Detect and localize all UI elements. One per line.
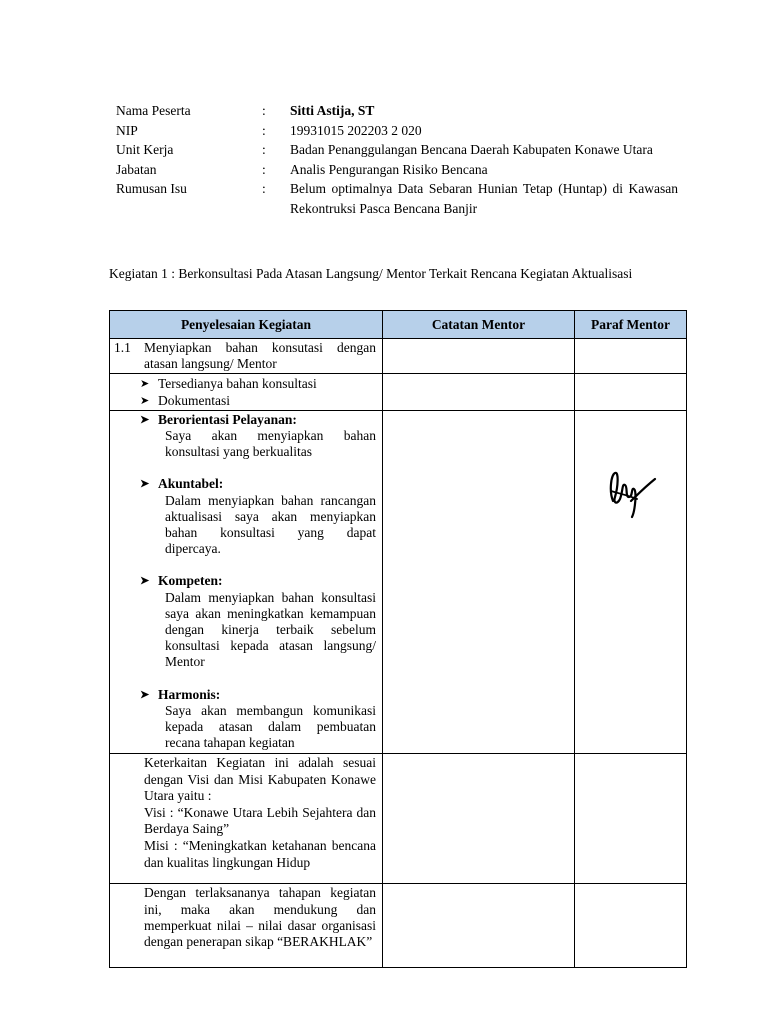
mentor-note-cell	[383, 339, 575, 374]
arrow-bullet-icon: ➤	[140, 413, 150, 426]
list-item	[140, 376, 378, 392]
info-label: Rumusan Isu	[116, 181, 187, 196]
step-text: Menyiapkan bahan konsutasi dengan atasan langsung/ Mentor	[144, 340, 376, 372]
relevance-visi: Visi : “Konawe Utara Lebih Sejahtera dan Berdaya Saing”	[144, 805, 376, 837]
arrow-bullet-icon: ➤	[140, 378, 150, 391]
activity-table	[109, 310, 687, 968]
info-row-nama	[116, 101, 678, 121]
contribution-cell	[110, 884, 383, 968]
relevance-cell	[110, 754, 383, 884]
relevance-intro: Keterkaitan Kegiatan ini adalah sesuai dengan Visi dan Misi Kabupaten Konawe Utara yaitu :	[144, 755, 376, 803]
table-row-relevance	[110, 754, 687, 884]
value-title: ➤ Kompeten:	[140, 573, 223, 589]
header-paraf: Paraf Mentor	[575, 311, 687, 339]
header-penyelesaian: Penyelesaian Kegiatan	[110, 311, 383, 339]
mentor-sign-cell	[575, 884, 687, 968]
participant-info	[116, 101, 678, 218]
arrow-bullet-icon: ➤	[140, 575, 150, 588]
step-cell	[110, 339, 383, 374]
value-desc: Saya akan membangun komunikasi kepada atasan dalam pembuatan recana tahapan kegiatan	[165, 702, 376, 751]
output-text: Dokumentasi	[158, 392, 230, 408]
info-separator: :	[262, 103, 266, 118]
value-desc: Dalam menyiapkan bahan konsultasi saya akan meningkatkan kemampuan dengan kinerja terbaik sebelum konsultasi kepada atasan langsung/ Mentor	[165, 589, 376, 670]
signature-icon	[605, 461, 657, 519]
table-row-outputs	[110, 374, 687, 410]
arrow-bullet-icon: ➤	[140, 478, 150, 491]
info-value-nip: 19931015 202203 2 020	[290, 122, 422, 138]
output-text: Tersedianya bahan konsultasi	[158, 376, 317, 392]
info-value-jabatan: Analis Pengurangan Risiko Bencana	[290, 161, 488, 177]
info-label: Jabatan	[116, 161, 157, 177]
contribution-text: Dengan terlaksananya tahapan kegiatan ini, maka akan mendukung dan memperkuat nilai – nilai dasar organisasi dengan penerapan sikap “BERAKHLAK”	[144, 885, 376, 950]
outputs-cell	[110, 374, 383, 410]
arrow-bullet-icon: ➤	[140, 688, 150, 701]
mentor-sign-cell	[575, 754, 687, 884]
table-row-contribution	[110, 884, 687, 968]
info-separator: :	[262, 122, 266, 138]
values-cell	[110, 410, 383, 754]
mentor-note-cell	[383, 884, 575, 968]
info-label: NIP	[116, 122, 138, 138]
mentor-sign-cell	[575, 339, 687, 374]
mentor-sign-cell	[575, 374, 687, 410]
info-row-nip	[116, 121, 678, 141]
value-title: ➤ Berorientasi Pelayanan:	[140, 411, 297, 427]
info-separator: :	[262, 181, 266, 196]
mentor-note-cell	[383, 754, 575, 884]
value-desc: Saya akan menyiapkan bahan konsultasi yang berkualitas	[165, 428, 376, 460]
info-value-isu: Belum optimalnya Data Sebaran Hunian Tetap (Huntap) di Kawasan Rekontruksi Pasca Bencana Banjir	[290, 181, 678, 216]
info-row-unit	[116, 140, 678, 160]
info-row-isu	[116, 179, 678, 218]
mentor-sign-cell	[575, 410, 687, 754]
info-value-unit: Badan Penanggulangan Bencana Daerah Kabupaten Konawe Utara	[290, 142, 653, 157]
header-catatan: Catatan Mentor	[383, 311, 575, 339]
step-number: 1.1	[114, 340, 131, 355]
info-label: Nama Peserta	[116, 103, 191, 118]
relevance-misi: Misi : “Meningkatkan ketahanan bencana dan kualitas lingkungan Hidup	[144, 838, 376, 870]
activity-title: Kegiatan 1 : Berkonsultasi Pada Atasan Langsung/ Mentor Terkait Rencana Kegiatan Aktualisasi	[109, 266, 633, 281]
info-separator: :	[262, 161, 266, 177]
table-header-row	[110, 311, 687, 339]
table-row-values	[110, 410, 687, 754]
mentor-note-cell	[383, 374, 575, 410]
value-desc: Dalam menyiapkan bahan rancangan aktualisasi saya akan menyiapkan bahan konsultasi yang dapat dipercaya.	[165, 492, 376, 557]
info-label: Unit Kerja	[116, 142, 174, 157]
value-title: ➤ Harmonis:	[140, 686, 221, 702]
info-row-jabatan	[116, 160, 678, 180]
arrow-bullet-icon: ➤	[140, 394, 150, 407]
list-item	[140, 393, 378, 409]
info-value-name: Sitti Astija, ST	[290, 103, 375, 118]
table-row-step	[110, 339, 687, 374]
info-separator: :	[262, 142, 266, 157]
mentor-note-cell	[383, 410, 575, 754]
value-title: ➤ Akuntabel:	[140, 476, 224, 492]
